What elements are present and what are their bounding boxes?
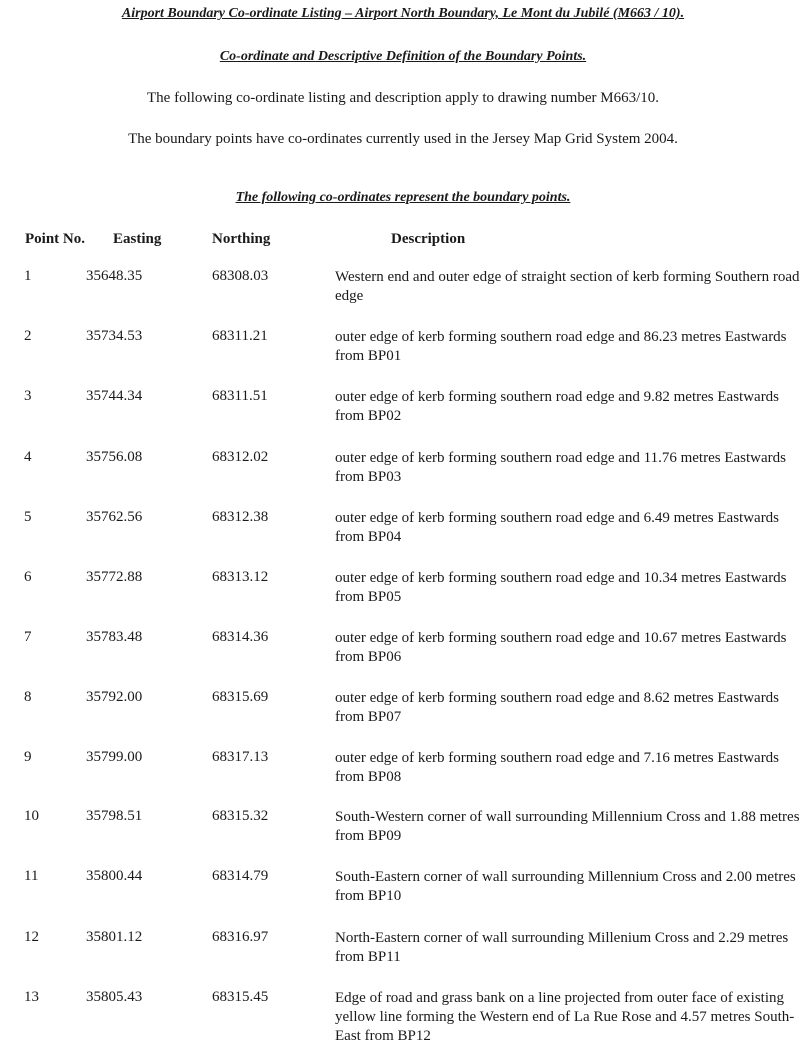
- point-number: 13: [24, 989, 39, 1005]
- point-number: 2: [24, 328, 32, 344]
- point-number: 3: [24, 388, 32, 404]
- point-number: 9: [24, 749, 32, 765]
- table-row: [0, 989, 806, 1053]
- point-number: 1: [24, 268, 32, 284]
- point-number: 5: [24, 509, 32, 525]
- table-row: [0, 328, 806, 372]
- table-row: [0, 509, 806, 553]
- point-description: outer edge of kerb forming southern road edge and 10.67 metres Eastwards from BP06: [335, 630, 787, 665]
- point-number: 7: [24, 629, 32, 645]
- point-number: 11: [24, 868, 39, 884]
- northing-value: 68311.21: [212, 328, 268, 344]
- table-row: [0, 629, 806, 673]
- point-number: 12: [24, 929, 39, 945]
- northing-value: 68314.36: [212, 629, 269, 645]
- point-description: South-Eastern corner of wall surrounding Millennium Cross and 2.00 metres from BP10: [335, 869, 796, 904]
- point-number: 10: [24, 808, 39, 824]
- easting-value: 35783.48: [86, 629, 143, 645]
- northing-value: 68315.32: [212, 808, 269, 824]
- point-description: outer edge of kerb forming southern road edge and 86.23 metres Eastwards from BP01: [335, 329, 787, 364]
- easting-value: 35805.43: [86, 989, 143, 1005]
- easting-value: 35798.51: [86, 808, 143, 824]
- table-row: [0, 749, 806, 793]
- table-row: [0, 868, 806, 912]
- easting-value: 35800.44: [86, 868, 143, 884]
- table-row: [0, 268, 806, 312]
- table-row: [0, 689, 806, 733]
- column-header-description: Description: [391, 231, 466, 247]
- table-row: [0, 808, 806, 852]
- point-description: Western end and outer edge of straight section of kerb forming Southern road edge: [335, 269, 800, 304]
- easting-value: 35799.00: [86, 749, 143, 765]
- column-header-northing: Northing: [212, 231, 271, 247]
- northing-value: 68316.97: [212, 929, 269, 945]
- table-row: [0, 388, 806, 432]
- easting-value: 35744.34: [86, 388, 143, 404]
- table-row: [0, 569, 806, 613]
- point-number: 4: [24, 449, 32, 465]
- northing-value: 68312.02: [212, 449, 269, 465]
- document-subtitle: Co-ordinate and Descriptive Definition of the Boundary Points.: [219, 49, 587, 64]
- intro-line-1: The following co-ordinate listing and description apply to drawing number M663/10.: [147, 90, 659, 106]
- easting-value: 35648.35: [86, 268, 143, 284]
- point-description: outer edge of kerb forming southern road edge and 11.76 metres Eastwards from BP03: [335, 450, 786, 485]
- easting-value: 35756.08: [86, 449, 143, 465]
- northing-value: 68317.13: [212, 749, 269, 765]
- easting-value: 35762.56: [86, 509, 143, 525]
- easting-value: 35734.53: [86, 328, 143, 344]
- easting-value: 35792.00: [86, 689, 143, 705]
- point-description: outer edge of kerb forming southern road edge and 8.62 metres Eastwards from BP07: [335, 690, 780, 725]
- point-number: 8: [24, 689, 32, 705]
- intro-line-2: The boundary points have co-ordinates currently used in the Jersey Map Grid System 2004.: [128, 131, 678, 147]
- northing-value: 68312.38: [212, 509, 269, 525]
- northing-value: 68315.45: [212, 989, 269, 1005]
- northing-value: 68315.69: [212, 689, 269, 705]
- northing-value: 68314.79: [212, 868, 269, 884]
- easting-value: 35801.12: [86, 929, 143, 945]
- northing-value: 68308.03: [212, 268, 269, 284]
- document-title: Airport Boundary Co-ordinate Listing – Airport North Boundary, Le Mont du Jubilé (M663 / 10).: [121, 6, 685, 21]
- point-description: outer edge of kerb forming southern road edge and 9.82 metres Eastwards from BP02: [335, 389, 780, 424]
- northing-value: 68311.51: [212, 388, 268, 404]
- point-description: North-Eastern corner of wall surrounding Millenium Cross and 2.29 metres from BP11: [335, 930, 789, 965]
- point-description: outer edge of kerb forming southern road edge and 10.34 metres Eastwards from BP05: [335, 570, 787, 605]
- point-description: Edge of road and grass bank on a line projected from outer face of existing yellow line forming the Western end of La Rue Rose and 4.57 metres South-East from BP12: [335, 990, 795, 1044]
- easting-value: 35772.88: [86, 569, 143, 585]
- northing-value: 68313.12: [212, 569, 269, 585]
- point-description: South-Western corner of wall surrounding Millennium Cross and 1.88 metres from BP09: [335, 809, 800, 844]
- point-description: outer edge of kerb forming southern road edge and 6.49 metres Eastwards from BP04: [335, 510, 780, 545]
- table-row: [0, 929, 806, 973]
- table-row: [0, 449, 806, 493]
- column-header-easting: Easting: [113, 231, 162, 247]
- point-number: 6: [24, 569, 32, 585]
- point-description: outer edge of kerb forming southern road edge and 7.16 metres Eastwards from BP08: [335, 750, 780, 785]
- section-title: The following co-ordinates represent the boundary points.: [235, 190, 571, 205]
- column-header-point: Point No.: [25, 231, 85, 247]
